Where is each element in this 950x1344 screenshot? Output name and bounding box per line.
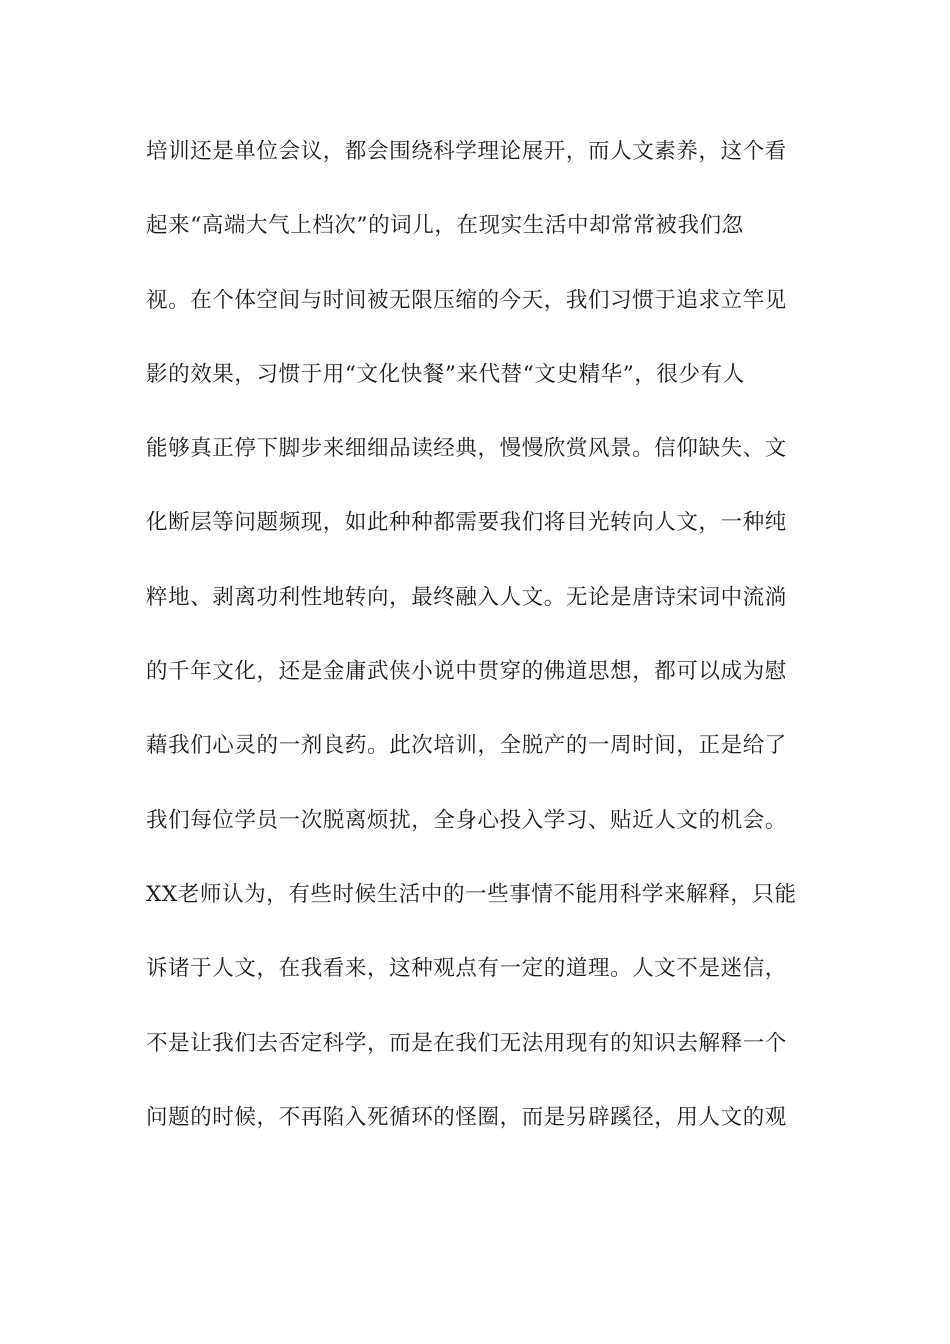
text-line: 我们每位学员一次脱离烦扰，全身心投入学习、贴近人文的机会。 <box>146 807 787 833</box>
text-line: 藉我们心灵的一剂良药。此次培训，全脱产的一周时间，正是给了 <box>146 733 787 759</box>
text-line: 能够真正停下脚步来细细品读经典，慢慢欣赏风景。信仰缺失、文 <box>146 436 787 462</box>
text-line: 粹地、剥离功利性地转向，最终融入人文。无论是唐诗宋词中流淌 <box>146 584 787 610</box>
text-line: 化断层等问题频现，如此种种都需要我们将目光转向人文，一种纯 <box>146 510 787 536</box>
text-line: 培训还是单位会议，都会围绕科学理论展开，而人文素养，这个看 <box>146 139 787 164</box>
text-line: 起来“高端大气上档次”的词儿，在现实生活中却常常被我们忽 <box>146 213 744 239</box>
text-line: 不是让我们去否定科学，而是在我们无法用现有的知识去解释一个 <box>146 1030 787 1056</box>
text-line: XX老师认为，有些时候生活中的一些事情不能用科学来解释，只能 <box>146 881 797 907</box>
text-line: 诉诸于人文，在我看来，这种观点有一定的道理。人文不是迷信， <box>146 956 787 982</box>
text-line: 问题的时候，不再陷入死循环的怪圈，而是另辟蹊径，用人文的观 <box>146 1104 787 1130</box>
text-line: 影的效果，习惯于用“文化快餐”来代替“文史精华”，很少有人 <box>146 361 745 387</box>
document-body-text <box>146 132 806 1172</box>
text-line: 的千年文化，还是金庸武侠小说中贯穿的佛道思想，都可以成为慰 <box>146 659 787 685</box>
text-line: 视。在个体空间与时间被无限压缩的今天，我们习惯于追求立竿见 <box>146 287 787 313</box>
